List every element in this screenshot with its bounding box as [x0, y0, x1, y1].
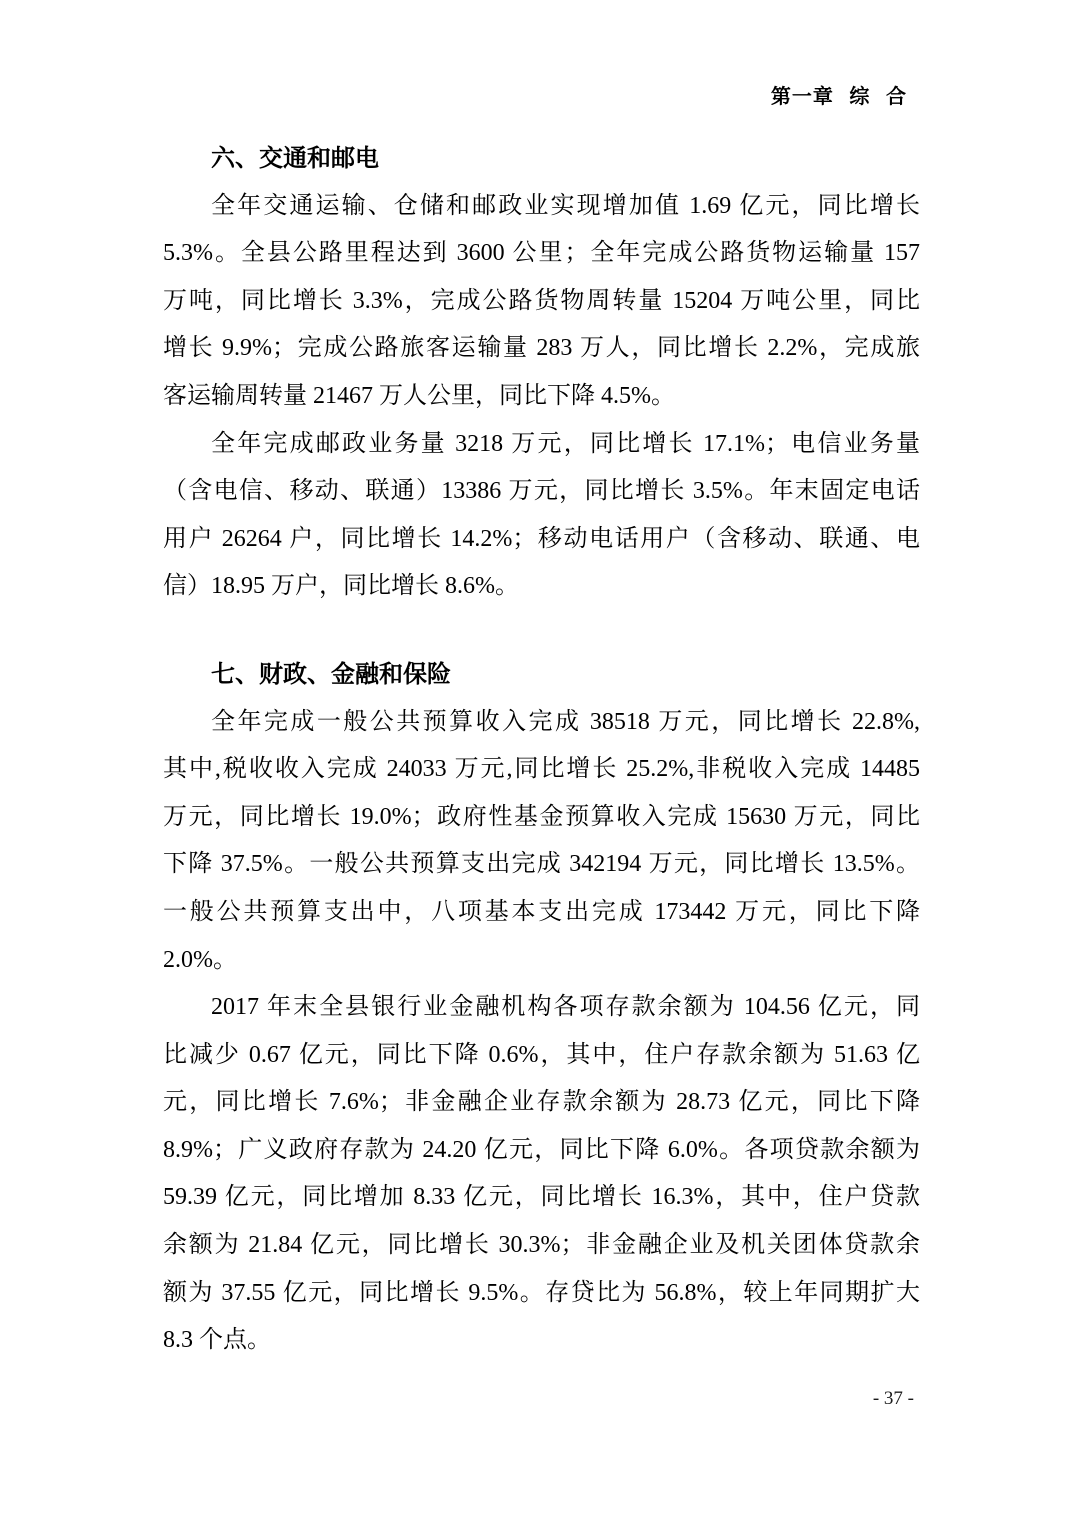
paragraph-line: 全年完成一般公共预算收入完成 38518 万元，同比增长 22.8%, — [211, 708, 920, 735]
document-body — [163, 135, 920, 1365]
paragraph-line: 比减少 0.67 亿元，同比下降 0.6%，其中，住户存款余额为 51.63 亿 — [163, 1041, 920, 1068]
paragraph-line: 2017 年末全县银行业金融机构各项存款余额为 104.56 亿元，同 — [211, 994, 920, 1021]
paragraph — [163, 984, 920, 1365]
paragraph-line: 一般公共预算支出中，八项基本支出完成 173442 万元，同比下降 — [163, 898, 920, 925]
paragraph — [163, 183, 920, 421]
paragraph-line: 额为 37.55 亿元，同比增长 9.5%。存贷比为 56.8%，较上年同期扩大 — [163, 1279, 920, 1306]
paragraph-line: 万元，同比增长 19.0%；政府性基金预算收入完成 15630 万元，同比 — [163, 803, 920, 830]
paragraph-line: 下降 37.5%。一般公共预算支出完成 342194 万元，同比增长 13.5%。 — [163, 851, 920, 878]
paragraph-line: 元，同比增长 7.6%；非金融企业存款余额为 28.73 亿元，同比下降 — [163, 1089, 920, 1116]
paragraph-line: 8.9%；广义政府存款为 24.20 亿元，同比下降 6.0%。各项贷款余额为 — [163, 1136, 920, 1163]
paragraph-line: （含电信、移动、联通）13386 万元，同比增长 3.5%。年末固定电话 — [163, 478, 920, 505]
paragraph — [163, 421, 920, 611]
paragraph-line: 其中,税收收入完成 24033 万元,同比增长 25.2%,非税收入完成 14485 — [163, 756, 920, 783]
paragraph-line: 全年完成邮政业务量 3218 万元，同比增长 17.1%；电信业务量 — [211, 430, 920, 457]
paragraph-line: 万吨，同比增长 3.3%，完成公路货物周转量 15204 万吨公里，同比 — [163, 287, 920, 314]
paragraph-line: 余额为 21.84 亿元，同比增长 30.3%；非金融企业及机关团体贷款余 — [163, 1232, 920, 1259]
paragraph-line: 2.0%。 — [163, 946, 237, 973]
section — [163, 651, 920, 1365]
paragraph-line: 5.3%。全县公路里程达到 3600 公里；全年完成公路货物运输量 157 — [163, 240, 920, 267]
paragraph — [163, 699, 920, 985]
chapter-header: 第一章 综 合 — [770, 86, 907, 108]
paragraph-line: 8.3 个点。 — [163, 1327, 271, 1354]
section-heading: 六、交通和邮电 — [211, 145, 379, 172]
paragraph-line: 59.39 亿元，同比增加 8.33 亿元，同比增长 16.3%，其中，住户贷款 — [163, 1184, 920, 1211]
page-number: - 37 - — [872, 1388, 914, 1409]
paragraph-line: 增长 9.9%；完成公路旅客运输量 283 万人，同比增长 2.2%，完成旅 — [163, 335, 920, 362]
section — [163, 135, 920, 611]
paragraph-line: 信）18.95 万户，同比增长 8.6%。 — [163, 573, 519, 600]
paragraph-line: 用户 26264 户，同比增长 14.2%；移动电话用户（含移动、联通、电 — [163, 525, 920, 552]
section-heading: 七、财政、金融和保险 — [211, 660, 451, 688]
paragraph-line: 客运输周转量 21467 万人公里，同比下降 4.5%。 — [163, 382, 675, 409]
paragraph-line: 全年交通运输、仓储和邮政业实现增加值 1.69 亿元，同比增长 — [211, 192, 920, 219]
